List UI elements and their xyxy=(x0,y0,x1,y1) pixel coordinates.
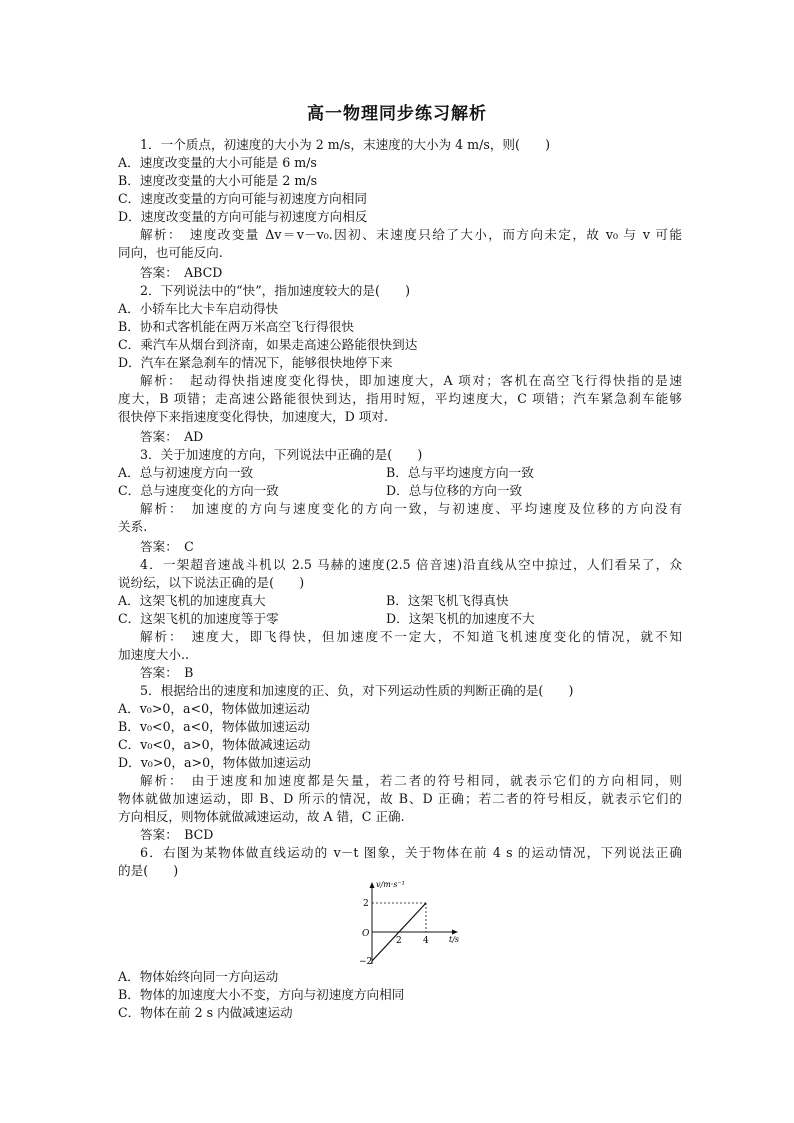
q2-option-d: D．汽车在紧急刹车的情况下，能够很快地停下来 xyxy=(118,355,393,370)
q1-option-b: B．速度改变量的大小可能是 2 m/s xyxy=(118,173,318,188)
q3-explanation-line1: 解析： 加速度的方向与速度变化的方向一致，与初速度、平均速度及位移的方向没有 xyxy=(140,501,682,516)
q2-option-c: C．乘汽车从烟台到济南，如果走高速公路能很快到达 xyxy=(118,337,418,352)
q5-answer: 答案： BCD xyxy=(140,827,214,842)
q4-option-c: C．这架飞机的加速度等于零 xyxy=(118,611,279,626)
q4-option-d: D．这架飞机的加速度不大 xyxy=(386,611,535,626)
q6-stem-line2: 的是( ) xyxy=(118,863,179,878)
q5-explanation-line2: 物体就做加速运动，即 B、D 所示的情况，故 B、D 正确；若二者的符号相反，就表示它们的 xyxy=(118,791,682,806)
q1-explanation-line2: 同向，也可能反向. xyxy=(118,245,223,260)
q6-option-c: C．物体在前 2 s 内做减速运动 xyxy=(118,1005,293,1020)
q2-answer: 答案： AD xyxy=(140,429,204,444)
q3-stem: 3．关于加速度的方向，下列说法中正确的是( ) xyxy=(140,447,423,462)
q1-explanation-line1: 解析： 速度改变量 Δv＝v－v₀.因初、末速度只给了大小，而方向未定，故 v₀ 与 v 可能 xyxy=(140,227,682,242)
velocity-time-graph xyxy=(350,876,470,968)
graph-x-tick-2: 2 xyxy=(396,936,402,946)
page-title: 高一物理同步练习解析 xyxy=(307,104,487,124)
q3-explanation-line2: 关系. xyxy=(118,519,148,534)
q4-explanation-line1: 解析： 速度大，即飞得快，但加速度不一定大，不知道飞机速度变化的情况，就不知 xyxy=(140,629,682,644)
graph-xlabel: t/s xyxy=(449,935,460,944)
graph-y-tick-pos: 2 xyxy=(363,899,369,909)
q4-stem-line1: 4．一架超音速战斗机以 2.5 马赫的速度(2.5 倍音速)沿直线从空中掠过，人们看呆了，众 xyxy=(140,557,682,572)
graph-ylabel: v/m·s⁻¹ xyxy=(376,880,405,889)
q4-explanation-line2: 加速度大小.. xyxy=(118,647,189,662)
q1-stem: 1．一个质点，初速度的大小为 2 m/s，末速度的大小为 4 m/s，则( ) xyxy=(140,137,551,152)
q2-stem: 2．下列说法中的“快”，指加速度较大的是( ) xyxy=(140,283,410,298)
q5-option-c: C．v₀<0，a>0，物体做减速运动 xyxy=(118,737,311,752)
q1-option-d: D．速度改变量的方向可能与初速度方向相反 xyxy=(118,209,368,224)
graph-origin: O xyxy=(362,929,370,939)
q2-explanation-line2: 度大，B 项错；走高速公路能很快到达，指用时短，平均速度大，C 项错；汽车紧急刹车能够 xyxy=(118,391,682,406)
q2-option-a: A．小轿车比大卡车启动得快 xyxy=(118,301,279,316)
q5-option-d: D．v₀>0，a>0，物体做加速运动 xyxy=(118,755,311,770)
q1-answer: 答案： ABCD xyxy=(140,265,223,280)
q5-explanation-line3: 方向相反，则物体就做减速运动，故 A 错，C 正确. xyxy=(118,809,405,824)
graph-x-tick-4: 4 xyxy=(423,936,429,946)
q4-stem-line2: 说纷纭，以下说法正确的是( ) xyxy=(118,575,305,590)
q6-stem-line1: 6．右图为某物体做直线运动的 v－t 图象，关于物体在前 4 s 的运动情况，下列说法正确 xyxy=(140,845,682,860)
q5-option-a: A．v₀>0，a<0，物体做加速运动 xyxy=(118,701,310,716)
y-axis-arrow-icon xyxy=(370,882,375,888)
q4-option-a: A．这架飞机的加速度真大 xyxy=(118,593,266,608)
q2-explanation-line1: 解析： 起动得快指速度变化得快，即加速度大，A 项对；客机在高空飞行得快指的是速 xyxy=(140,373,682,388)
q1-option-c: C．速度改变量的方向可能与初速度方向相同 xyxy=(118,191,367,206)
q3-option-a: A．总与初速度方向一致 xyxy=(118,465,254,480)
q4-option-b: B．这架飞机飞得真快 xyxy=(386,593,509,608)
q6-option-a: A．物体始终向同一方向运动 xyxy=(118,969,279,984)
q4-answer: 答案： B xyxy=(140,665,194,680)
q3-option-d: D．总与位移的方向一致 xyxy=(386,483,523,498)
q5-stem: 5．根据给出的速度和加速度的正、负，对下列运动性质的判断正确的是( ) xyxy=(140,683,574,698)
q1-option-a: A．速度改变量的大小可能是 6 m/s xyxy=(118,155,317,170)
q6-option-b: B．物体的加速度大小不变，方向与初速度方向相同 xyxy=(118,987,405,1002)
q5-option-b: B．v₀<0，a<0，物体做加速运动 xyxy=(118,719,310,734)
q3-option-c: C．总与速度变化的方向一致 xyxy=(118,483,279,498)
q3-option-b: B．总与平均速度方向一致 xyxy=(386,465,534,480)
graph-y-tick-neg: −2 xyxy=(359,957,373,967)
q2-explanation-line3: 很快停下来指速度变化得快，加速度大，D 项对. xyxy=(118,409,388,424)
q3-answer: 答案： C xyxy=(140,539,194,554)
x-axis-arrow-icon xyxy=(452,930,458,935)
q2-option-b: B．协和式客机能在两万米高空飞行得很快 xyxy=(118,319,354,334)
q5-explanation-line1: 解析： 由于速度和加速度都是矢量，若二者的符号相同，就表示它们的方向相同，则 xyxy=(140,773,682,788)
